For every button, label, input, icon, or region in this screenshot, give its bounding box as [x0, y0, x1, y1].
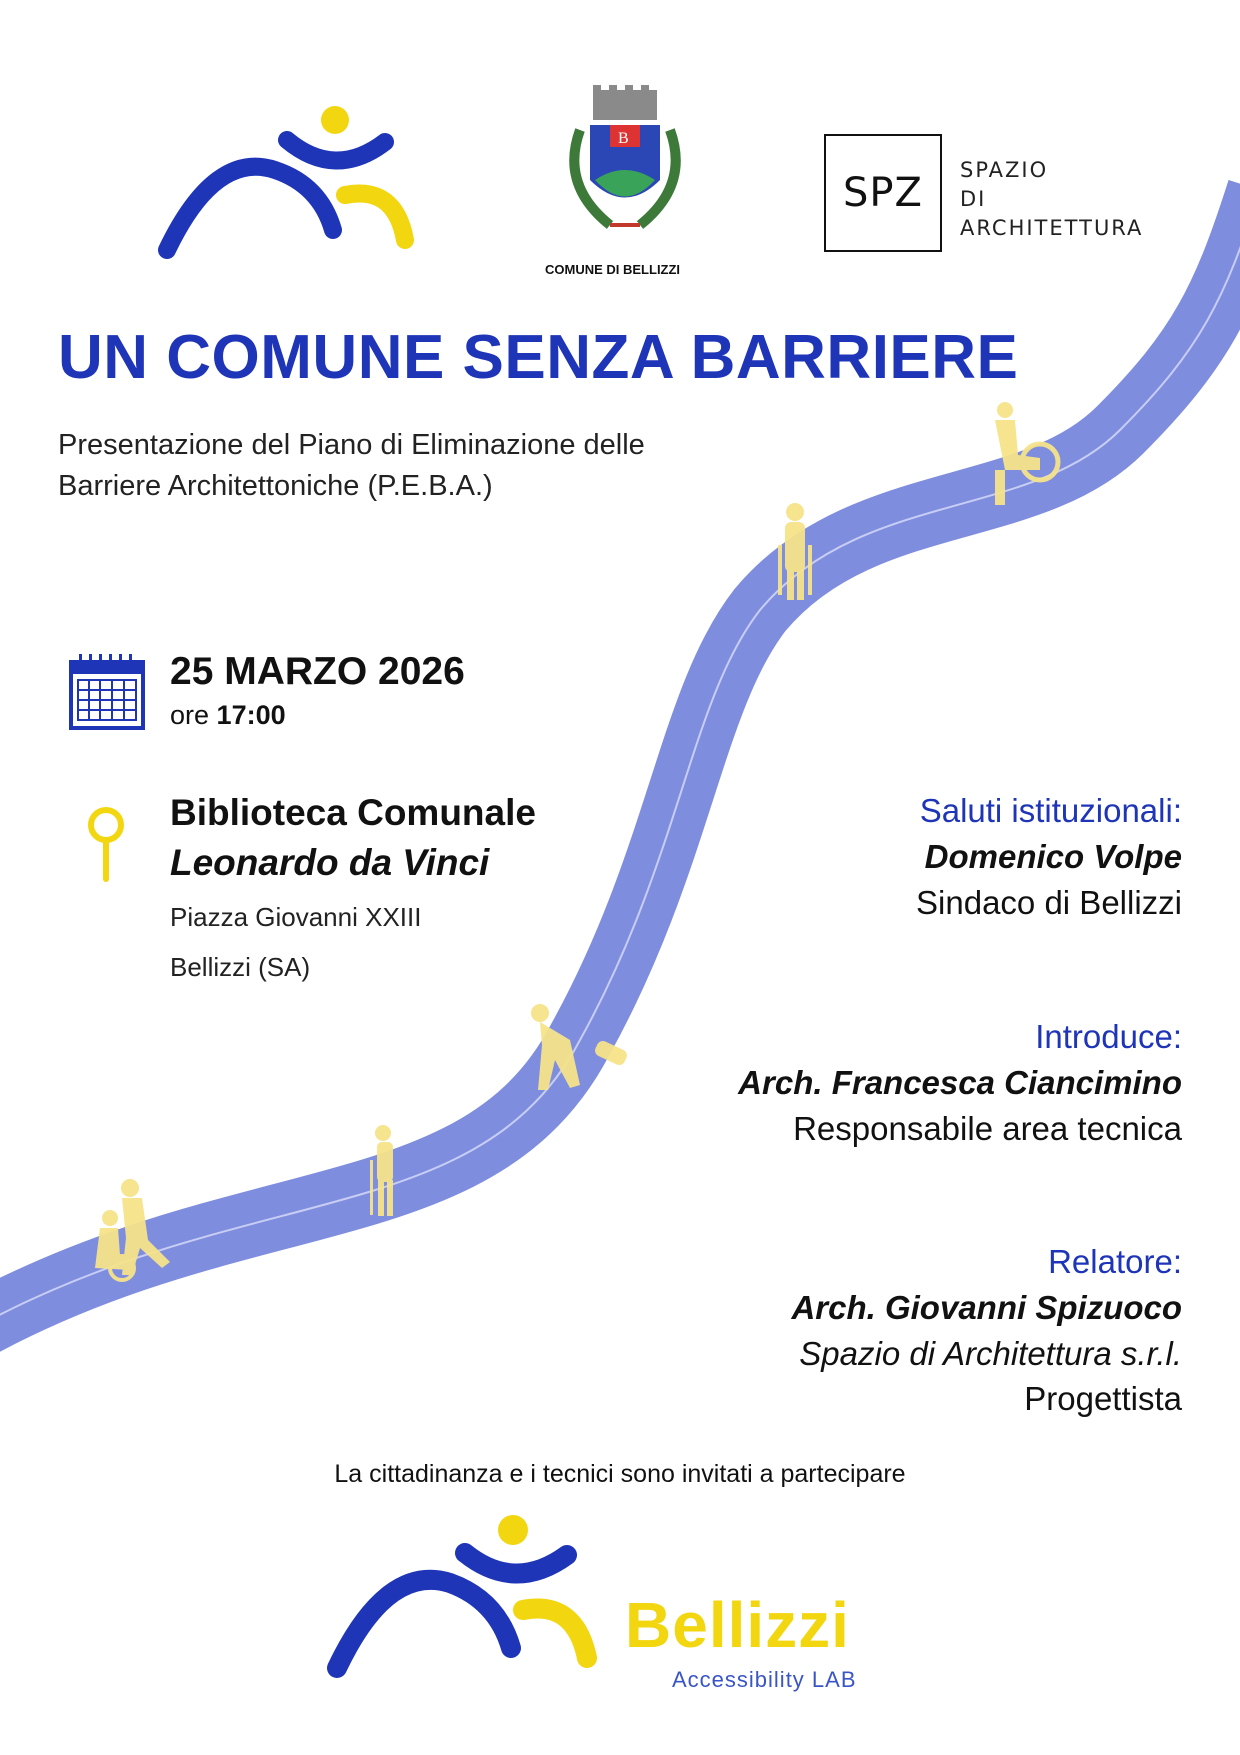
intro-role: Responsabile area tecnica [793, 1110, 1182, 1147]
venue-name-italic: Leonardo da Vinci [170, 842, 490, 883]
location-pin-icon [86, 805, 126, 885]
invite-text: La cittadinanza e i tecnici sono invitati a partecipare [334, 1460, 906, 1488]
brand-name: Bellizzi [625, 1589, 850, 1661]
calendar-icon [68, 652, 146, 732]
accessibility-logo [155, 100, 425, 270]
relatore-company: Spazio di Architettura s.r.l. [799, 1335, 1182, 1372]
subtitle-line: Presentazione del Piano di Eliminazione delle [58, 429, 645, 461]
venue-name: Biblioteca Comunale [170, 792, 536, 833]
event-date: 25 MARZO 2026 [170, 650, 465, 693]
address-line: Bellizzi (SA) [170, 952, 311, 982]
event-time [170, 700, 286, 731]
relatore-role: Progettista [1024, 1380, 1182, 1417]
saluti-role: Sindaco di Bellizzi [916, 884, 1182, 921]
saluti-name: Domenico Volpe [924, 838, 1182, 875]
relatore-label: Relatore: [1048, 1243, 1182, 1280]
spz-name-line: SPAZIO [960, 158, 1049, 182]
intro-label: Introduce: [1035, 1018, 1182, 1055]
spz-name [960, 156, 1143, 243]
brand-subtitle: Accessibility LAB [672, 1667, 857, 1692]
time-value: 17:00 [216, 700, 286, 730]
spz-name-line: DI [960, 187, 987, 211]
time-prefix: ore [170, 700, 210, 730]
page-title: UN COMUNE SENZA BARRIERE [58, 323, 1019, 392]
spz-name-line: ARCHITETTURA [960, 216, 1144, 240]
coat-of-arms [555, 85, 695, 255]
comune-caption: COMUNE DI BELLIZZI [545, 262, 681, 277]
spz-logo [824, 134, 942, 252]
footer-accessibility-logo [325, 1508, 610, 1688]
address-line: Piazza Giovanni XXIII [170, 902, 422, 932]
subtitle [58, 425, 645, 507]
relatore-name: Arch. Giovanni Spizuoco [791, 1289, 1182, 1326]
saluti-label: Saluti istituzionali: [919, 792, 1182, 829]
svg-text:B: B [618, 130, 629, 147]
intro-name: Arch. Francesca Ciancimino [738, 1064, 1182, 1101]
subtitle-line: Barriere Architettoniche (P.E.B.A.) [58, 470, 493, 502]
spz-mark: SPZ [843, 170, 923, 216]
